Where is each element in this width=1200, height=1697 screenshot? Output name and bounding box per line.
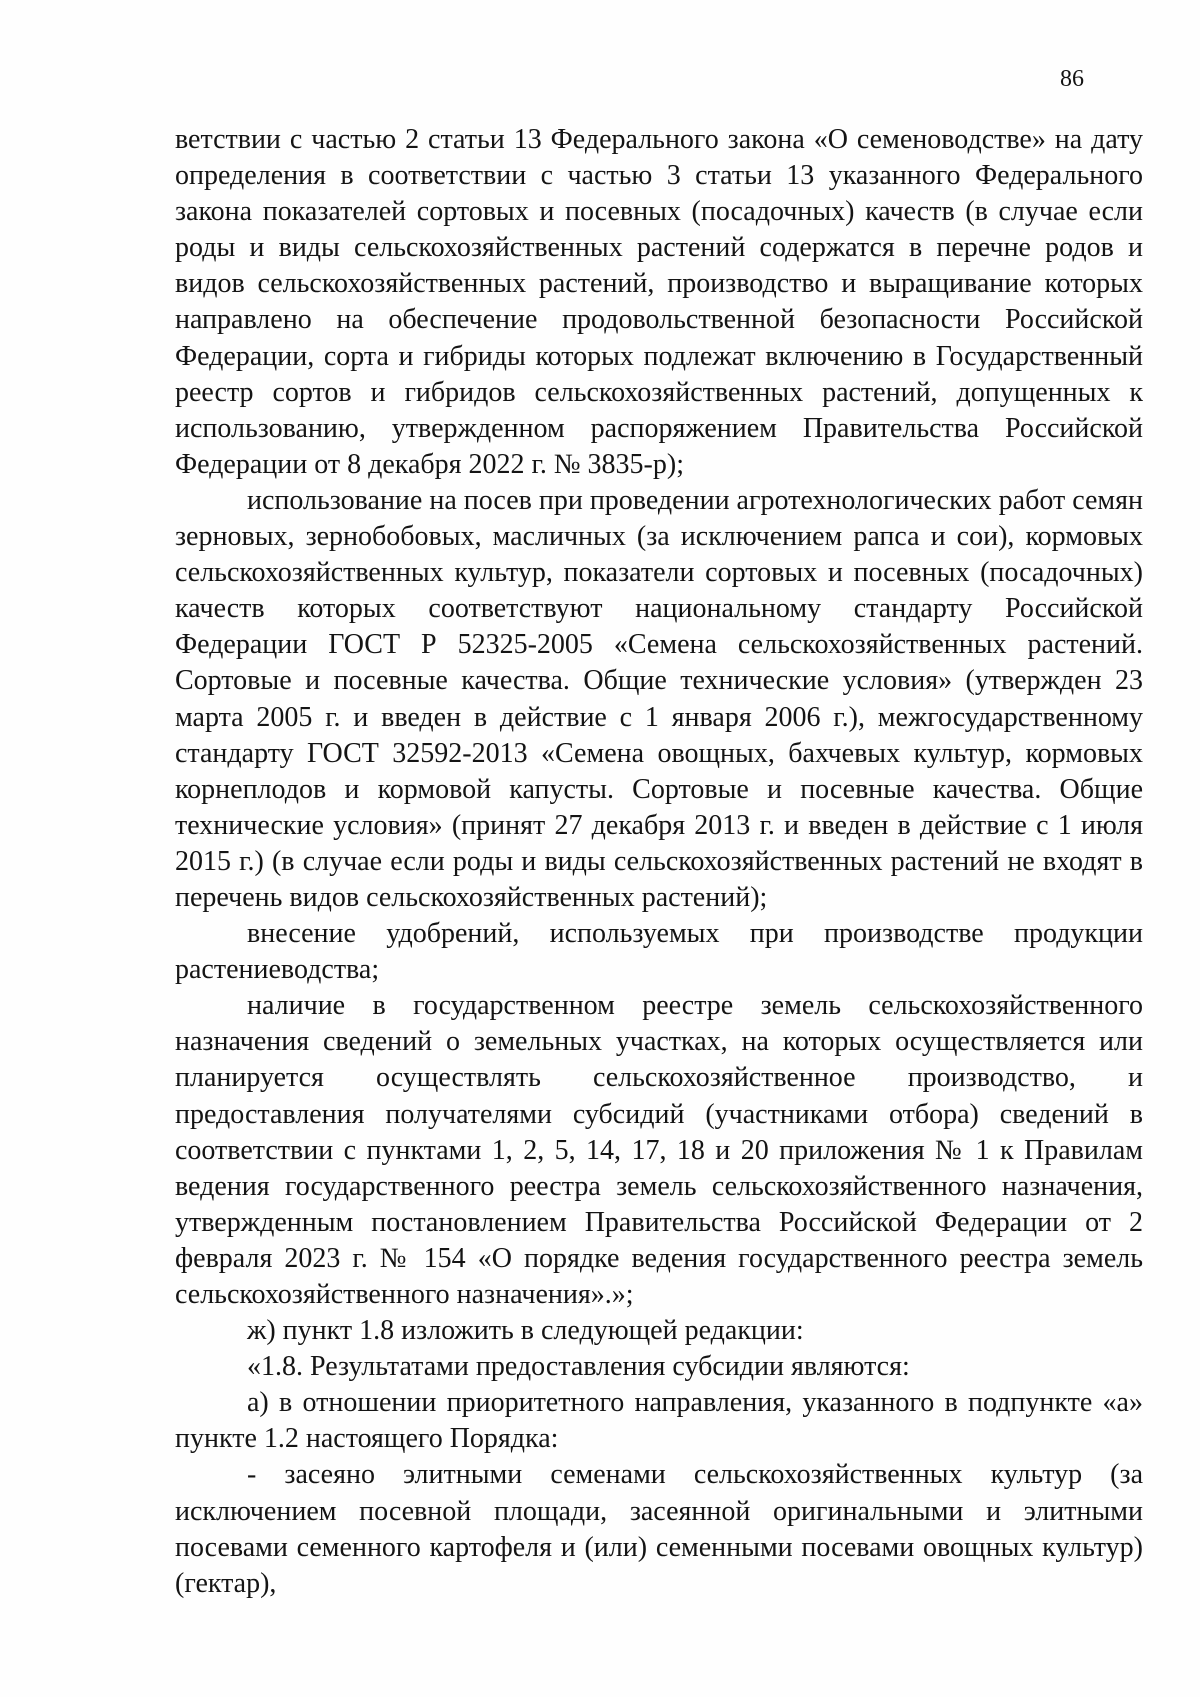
paragraph-subclause-a: а) в отношении приоритетного направления, указанного в подпункте «а» пункте 1.2 настоящего Порядка: (175, 1387, 1143, 1455)
paragraph-land-registry: наличие в государственном реестре земель сельскохозяйственного назначения сведений о земельных участках, на которых осуществляется или планируется осуществлять сельскохозяйственное производство, и предоставления получателями субсидий (участниками отбора) сведений в соответствии с пунктами 1, 2, 5, 14, 17, 18 и 20 приложения № 1 к Правилам ведения государственного реестра земель сельскохозяйственного назначения, утвержденным постановлением Правительства Российской Федерации от 2 февраля 2023 г. № 154 «О порядке ведения государственного реестра земель сельскохозяйственного назначения».»; (175, 990, 1143, 1310)
paragraph-clause-1-8: «1.8. Результатами предоставления субсидии являются: (247, 1351, 910, 1383)
paragraph-continuation-seed-law: ветствии с частью 2 статьи 13 Федерального закона «О семеноводстве» на дату определения в соответствии с частью 3 статьи 13 указанного Федерального закона показателей сортовых и посевных (посадочных) качеств (в случае если роды и виды сельскохозяйственных растений содержатся в перечне родов и видов сельскохозяйственных растений, производство и выращивание которых направлено на обеспечение продовольственной безопасности Российской Федерации, сорта и гибриды которых подлежат включению в Государственный реестр сортов и гибридов сельскохозяйственных растений, допущенных к использованию, утвержденном распоряжением Правительства Российской Федерации от 8 декабря 2022 г. № 3835-р); (175, 124, 1143, 480)
document-body (175, 122, 1143, 1602)
paragraph-sowing-seeds: использование на посев при проведении агротехнологических работ семян зерновых, зернобобовых, масличных (за исключением рапса и сои), кормовых сельскохозяйственных культур, показатели сортовых и посевных (посадочных) качеств которых соответствуют национальному стандарту Российской Федерации ГОСТ Р 52325-2005 «Семена сельскохозяйственных растений. Сортовые и посевные качества. Общие технические условия» (утвержден 23 марта 2005 г. и введен в действие с 1 января 2006 г.), межгосударственному стандарту ГОСТ 32592-2013 «Семена овощных, бахчевых культур, кормовых корнеплодов и кормовой капусты. Сортовые и посевные качества. Общие технические условия» (принят 27 декабря 2013 г. и введен в действие с 1 июля 2015 г.) (в случае если роды и виды сельскохозяйственных растений не входят в перечень видов сельскохозяйственных растений); (175, 484, 1143, 913)
page-number: 86 (1060, 66, 1084, 92)
paragraph-item-zh: ж) пункт 1.8 изложить в следующей редакции: (247, 1315, 804, 1347)
paragraph-fertilizers: внесение удобрений, используемых при производстве продукции растениеводства; (175, 918, 1143, 986)
paragraph-elite-seeds: - засеяно элитными семенами сельскохозяйственных культур (за исключением посевной площади, засеянной оригинальными и элитными посевами семенного картофеля и (или) семенными посевами овощных культур) (гектар), (175, 1459, 1143, 1599)
